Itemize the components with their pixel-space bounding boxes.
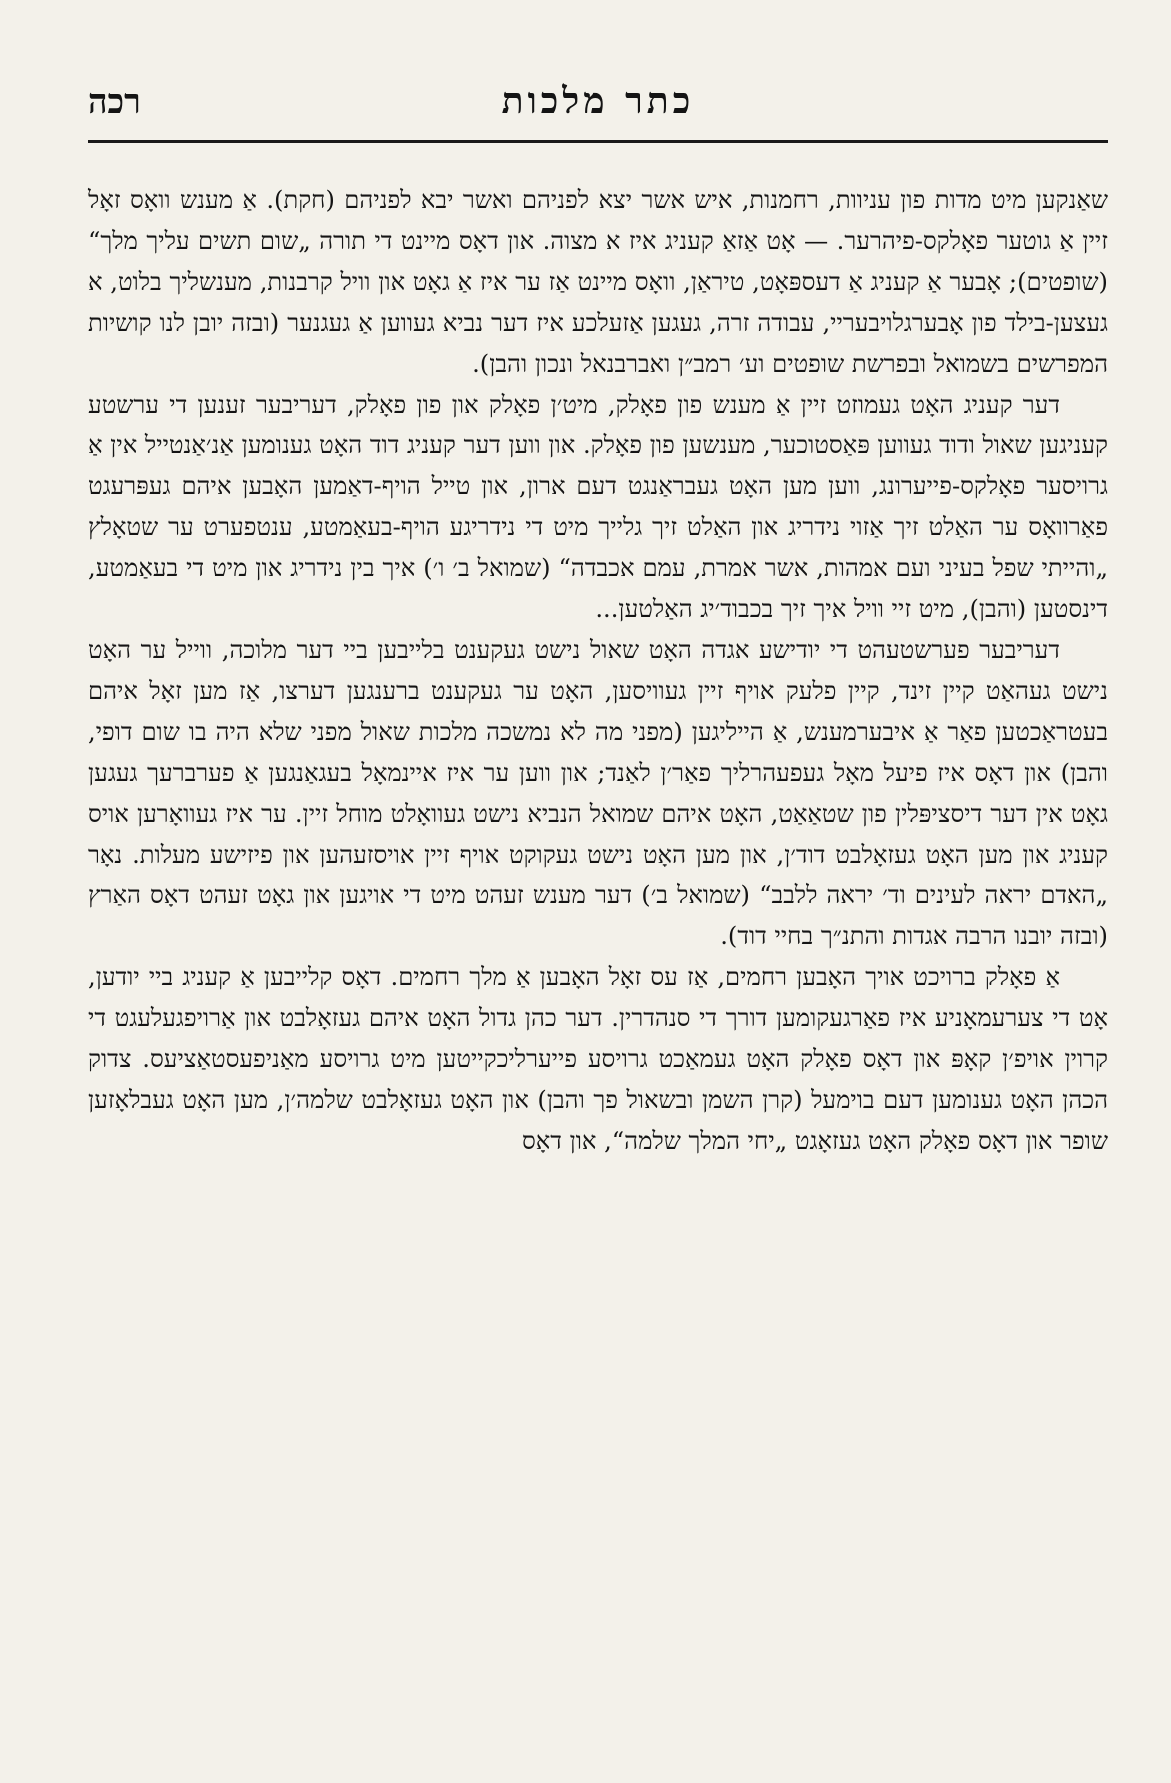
header-rule xyxy=(88,140,1108,143)
page-number: רכה xyxy=(88,82,141,122)
running-header xyxy=(88,80,1108,140)
running-title: כתר מלכות xyxy=(501,80,695,122)
paragraph: דעריבער פערשטעהט די יודישע אגדה האָט שאול נישט געקענט בלייבען ביי דער מלוכה, ווייל ער האָט נישט געהאַט קיין זינד, קיין פלעק אויף זיין געוויסען, האָט ער געקענט ברענגען דערצו, אַז מען זאָל איהם בעטראַכטען פאַר אַ איבערמענש, אַ הייליגען (מפני מה לא נמשכה מלכות שאול מפני שלא היה בו שום דופי, והבן) און דאָס איז פיעל מאָל געפעהרליך פאַר׳ן לאַנד; און ווען ער איז איינמאָל בעגאַנגען אַ פערברעך געגען גאָט אין דער דיסציפּלין פון שטאַאַט, האָט איהם שמואל הנביא נישט געוואָלט מוחל זיין. ער איז געוואָרען אויס קעניג און מען האָט געזאָלבט דוד׳ן, און מען האָט נישט געקוקט אויף זיין אויסזעהען און פיזישע מעלות. נאָר „האדם יראה לעינים וד׳ יראה ללבב“ (שמואל ב׳) דער מענש זעהט מיט די אויגען און גאָט זעהט דאָס האַרץ (ובזה יובנו הרבה אגדות והתנ״ך בחיי דוד). xyxy=(88,635,1108,951)
paragraph: אַ פאָלק ברויכט אויך האָבען רחמים, אַז עס זאָל האָבען אַ מלך רחמים. דאָס קלייבען אַ קעניג ביי יודען, אָט די צערעמאָניע איז פאַרגעקומען דורך די סנהדרין. דער כהן גדול האָט איהם געזאָלבט און אַרויפגעלעגט די קרוין אויפ׳ן קאָפּ און דאָס פאָלק האָט געמאַכט גרויסע פייערליכקייטען מיט גרויסע מאַניפעסטאַציעס. צדוק הכהן האָט גענומען דעם בוימעל (קרן השמן ובשאול פך והבן) און האָט געזאָלבט שלמה׳ן, מען האָט געבלאָזען שופר און דאָס פאָלק האָט געזאָגט „יחי המלך שלמה“, און דאָס xyxy=(88,963,1108,1155)
paragraph: שאַנקען מיט מדות פון עניוות, רחמנות, איש אשר יצא לפניהם ואשר יבא לפניהם (חקת). אַ מענש וואָס זאָל זיין אַ גוטער פאָלקס-פיהרער. — אָט אַזאַ קעניג איז א מצוה. און דאָס מיינט די תורה „שום תשים עליך מלך“ (שופטים); אָבער אַ קעניג אַ דעספּאָט, טיראַן, וואָס מיינט אַז ער איז אַ גאָט און וויל קרבנות, מענשליך בלוט, א געצען-בילד פון אָבערגלויבעריי, עבודה זרה, געגען אַזעלכע איז דער נביא געווען אַ געגנער (ובזה יובן לנו קושיות המפרשים בשמואל ובפרשת שופטים וע׳ רמב״ן ואברבנאל ונכון והבן). xyxy=(88,186,1108,378)
body-text xyxy=(88,180,1108,1162)
paragraph: דער קעניג האָט געמוזט זיין אַ מענש פון פאָלק, מיט׳ן פאָלק און פון פאָלק, דעריבער זענען די ערשטע קעניגען שאול ודוד געווען פּאַסטוכער, מענשען פון פאָלק. און ווען דער קעניג דוד האָט גענומען אַנ׳אַנטייל אין אַ גרויסער פאָלקס-פייערונג, ווען מען האָט געבראַנגט דעם ארון, און טייל הויף-דאַמען האָבען איהם געפּרעגט פאַרוואָס ער האַלט זיך אַזוי נידריג און האַלט זיך גלייך מיט די נידריגע הויף-בעאַמטע, ענטפערט ער שטאָלץ „והייתי שפל בעיני ועם אמהות, אשר אמרת, עמם אכבדה“ (שמואל ב׳ ו׳) איך בין נידריג און מיט די בעאַמטע, דינסטען (והבן), מיט זיי וויל איך זיך בכבוד׳יג האַלטען... xyxy=(88,390,1108,624)
